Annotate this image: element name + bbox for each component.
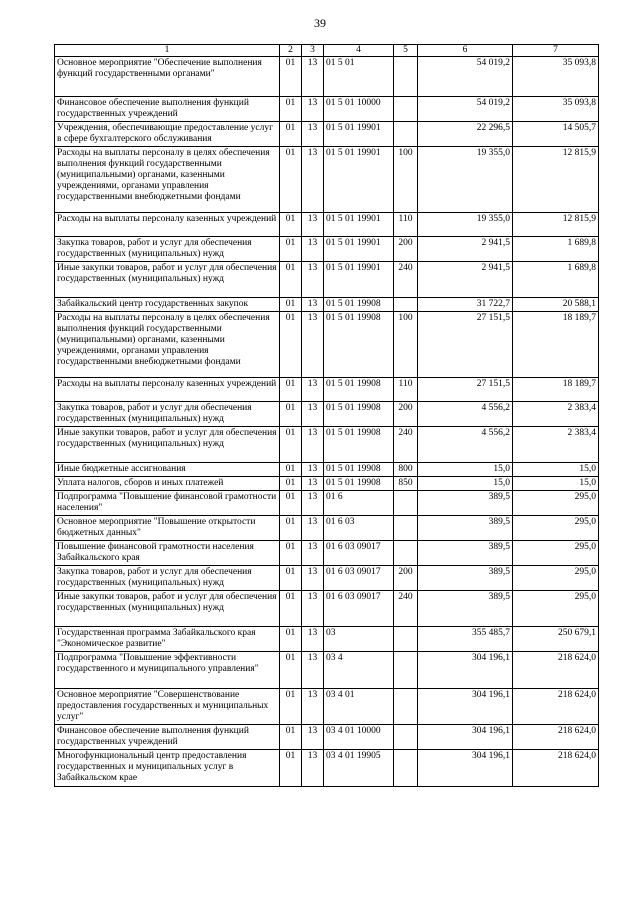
amount-col-7: 295,0 [513,541,599,566]
amount-col-7: 18 189,7 [513,312,599,378]
target-article-code: 01 5 01 19901 [324,262,394,298]
subsection-code: 13 [302,122,324,147]
subsection-code: 13 [302,591,324,627]
expense-type-code [394,627,418,652]
expense-type-code: 110 [394,213,418,237]
section-code: 01 [280,750,302,787]
table-row [55,378,599,402]
subsection-code: 13 [302,463,324,477]
column-number: 2 [280,45,302,57]
target-article-code: 01 5 01 19901 [324,213,394,237]
subsection-code: 13 [302,491,324,516]
table-row [55,541,599,566]
expense-type-code: 110 [394,378,418,402]
row-name: Иные бюджетные ассигнования [55,463,280,477]
target-article-code: 01 5 01 19908 [324,402,394,427]
row-name: Учреждения, обеспечивающие предоставление услуг в сфере бухгалтерского обслуживания [55,122,280,147]
amount-col-7: 1 689,8 [513,262,599,298]
row-name: Иные закупки товаров, работ и услуг для обеспечения государственных (муниципальных) нужд [55,591,280,627]
table-row [55,213,599,237]
section-code: 01 [280,566,302,591]
table-row [55,237,599,262]
amount-col-7: 2 383,4 [513,427,599,463]
subsection-code: 13 [302,97,324,122]
amount-col-7: 250 679,1 [513,627,599,652]
table-row [55,725,599,750]
row-name: Закупка товаров, работ и услуг для обеспечения государственных (муниципальных) нужд [55,402,280,427]
expense-type-code [394,689,418,725]
subsection-code: 13 [302,298,324,312]
row-name: Расходы на выплаты персоналу в целях обеспечения выполнения функций государственными (муниципальными) органами, казенными учреждениями, органами управления государственными внебюджетными фондами [55,147,280,213]
section-code: 01 [280,652,302,689]
amount-col-6: 19 355,0 [418,147,513,213]
amount-col-6: 54 019,2 [418,97,513,122]
target-article-code: 01 5 01 19908 [324,427,394,463]
table-row [55,566,599,591]
row-name: Многофункциональный центр предоставления государственных и муниципальных услуг в Забайкальском крае [55,750,280,787]
amount-col-7: 1 689,8 [513,237,599,262]
row-name: Расходы на выплаты персоналу в целях обеспечения выполнения функций государственными (муниципальными) органами, казенными учреждениями, органами управления государственными внебюджетными фондами [55,312,280,378]
expense-type-code: 200 [394,237,418,262]
table-row [55,591,599,627]
subsection-code: 13 [302,402,324,427]
target-article-code: 01 6 03 09017 [324,566,394,591]
target-article-code: 03 4 01 [324,689,394,725]
section-code: 01 [280,463,302,477]
row-name: Расходы на выплаты персоналу казенных учреждений [55,378,280,402]
subsection-code: 13 [302,627,324,652]
target-article-code: 01 5 01 19901 [324,122,394,147]
amount-col-6: 19 355,0 [418,213,513,237]
subsection-code: 13 [302,477,324,491]
target-article-code: 01 5 01 19901 [324,147,394,213]
row-name: Подпрограмма "Повышение эффективности государственного и муниципального управления" [55,652,280,689]
amount-col-7: 15,0 [513,477,599,491]
column-number: 1 [55,45,280,57]
section-code: 01 [280,541,302,566]
section-code: 01 [280,237,302,262]
expense-type-code [394,652,418,689]
target-article-code: 03 [324,627,394,652]
amount-col-6: 27 151,5 [418,378,513,402]
amount-col-7: 18 189,7 [513,378,599,402]
target-article-code: 01 5 01 19908 [324,378,394,402]
row-name: Закупка товаров, работ и услуг для обеспечения государственных (муниципальных) нужд [55,566,280,591]
table-row [55,491,599,516]
column-number: 7 [513,45,599,57]
amount-col-7: 218 624,0 [513,652,599,689]
amount-col-6: 4 556,2 [418,427,513,463]
table-row [55,57,599,97]
target-article-code: 01 5 01 19908 [324,477,394,491]
table-row [55,97,599,122]
subsection-code: 13 [302,516,324,541]
expense-type-code: 200 [394,402,418,427]
table-row [55,402,599,427]
amount-col-7: 295,0 [513,516,599,541]
amount-col-6: 15,0 [418,477,513,491]
amount-col-6: 27 151,5 [418,312,513,378]
subsection-code: 13 [302,57,324,97]
row-name: Повышение финансовой грамотности населения Забайкальского края [55,541,280,566]
table-row [55,463,599,477]
target-article-code: 01 5 01 10000 [324,97,394,122]
section-code: 01 [280,491,302,516]
table-row [55,147,599,213]
section-code: 01 [280,627,302,652]
budget-table [54,44,599,787]
expense-type-code [394,750,418,787]
section-code: 01 [280,477,302,491]
page-number: 39 [314,16,326,30]
expense-type-code [394,122,418,147]
target-article-code: 01 5 01 19901 [324,237,394,262]
row-name: Забайкальский центр государственных закупок [55,298,280,312]
amount-col-7: 295,0 [513,591,599,627]
amount-col-6: 389,5 [418,516,513,541]
amount-col-6: 15,0 [418,463,513,477]
table-row [55,312,599,378]
expense-type-code [394,97,418,122]
subsection-code: 13 [302,312,324,378]
amount-col-6: 304 196,1 [418,750,513,787]
row-name: Финансовое обеспечение выполнения функций государственных учреждений [55,97,280,122]
table-row [55,652,599,689]
expense-type-code [394,57,418,97]
target-article-code: 01 5 01 [324,57,394,97]
subsection-code: 13 [302,689,324,725]
target-article-code: 01 5 01 19908 [324,463,394,477]
amount-col-6: 389,5 [418,566,513,591]
subsection-code: 13 [302,237,324,262]
amount-col-7: 35 093,8 [513,97,599,122]
amount-col-7: 2 383,4 [513,402,599,427]
target-article-code: 01 6 03 [324,516,394,541]
expense-type-code: 850 [394,477,418,491]
amount-col-7: 20 588,1 [513,298,599,312]
row-name: Расходы на выплаты персоналу казенных учреждений [55,213,280,237]
target-article-code: 01 5 01 19908 [324,298,394,312]
table-row [55,627,599,652]
section-code: 01 [280,262,302,298]
column-number: 3 [302,45,324,57]
expense-type-code [394,725,418,750]
column-number: 5 [394,45,418,57]
section-code: 01 [280,427,302,463]
subsection-code: 13 [302,427,324,463]
subsection-code: 13 [302,566,324,591]
row-name: Основное мероприятие "Обеспечение выполнения функций государственными органами" [55,57,280,97]
section-code: 01 [280,725,302,750]
amount-col-7: 35 093,8 [513,57,599,97]
subsection-code: 13 [302,147,324,213]
expense-type-code [394,516,418,541]
row-name: Основное мероприятие "Совершенствование предоставления государственных и муниципальных услуг" [55,689,280,725]
subsection-code: 13 [302,541,324,566]
amount-col-6: 22 296,5 [418,122,513,147]
row-name: Иные закупки товаров, работ и услуг для обеспечения государственных (муниципальных) нужд [55,262,280,298]
target-article-code: 01 6 03 09017 [324,541,394,566]
row-name: Государственная программа Забайкальского края "Экономическое развитие" [55,627,280,652]
target-article-code: 03 4 01 10000 [324,725,394,750]
amount-col-7: 218 624,0 [513,689,599,725]
subsection-code: 13 [302,262,324,298]
column-number: 4 [324,45,394,57]
expense-type-code: 240 [394,427,418,463]
expense-type-code: 800 [394,463,418,477]
section-code: 01 [280,591,302,627]
target-article-code: 01 6 [324,491,394,516]
expense-type-code: 100 [394,147,418,213]
expense-type-code [394,298,418,312]
expense-type-code [394,541,418,566]
amount-col-6: 389,5 [418,541,513,566]
subsection-code: 13 [302,213,324,237]
amount-col-6: 2 941,5 [418,237,513,262]
amount-col-7: 295,0 [513,491,599,516]
table-row [55,477,599,491]
row-name: Иные закупки товаров, работ и услуг для обеспечения государственных (муниципальных) нужд [55,427,280,463]
row-name: Уплата налогов, сборов и иных платежей [55,477,280,491]
row-name: Основное мероприятие "Повышение открытости бюджетных данных" [55,516,280,541]
table-row [55,516,599,541]
amount-col-7: 15,0 [513,463,599,477]
amount-col-7: 218 624,0 [513,725,599,750]
amount-col-6: 355 485,7 [418,627,513,652]
amount-col-6: 304 196,1 [418,652,513,689]
table-row [55,122,599,147]
section-code: 01 [280,516,302,541]
amount-col-7: 14 505,7 [513,122,599,147]
table-row [55,689,599,725]
expense-type-code: 100 [394,312,418,378]
target-article-code: 03 4 01 19905 [324,750,394,787]
table-row [55,262,599,298]
expense-type-code: 240 [394,262,418,298]
expense-type-code [394,491,418,516]
section-code: 01 [280,97,302,122]
row-name: Подпрограмма "Повышение финансовой грамотности населения" [55,491,280,516]
table-row [55,427,599,463]
amount-col-6: 389,5 [418,591,513,627]
section-code: 01 [280,689,302,725]
column-number: 6 [418,45,513,57]
amount-col-7: 218 624,0 [513,750,599,787]
amount-col-7: 295,0 [513,566,599,591]
amount-col-6: 304 196,1 [418,689,513,725]
subsection-code: 13 [302,725,324,750]
target-article-code: 03 4 [324,652,394,689]
target-article-code: 01 5 01 19908 [324,312,394,378]
section-code: 01 [280,147,302,213]
amount-col-6: 2 941,5 [418,262,513,298]
amount-col-6: 389,5 [418,491,513,516]
section-code: 01 [280,298,302,312]
subsection-code: 13 [302,378,324,402]
amount-col-6: 4 556,2 [418,402,513,427]
row-name: Закупка товаров, работ и услуг для обеспечения государственных (муниципальных) нужд [55,237,280,262]
column-number-row [55,45,599,57]
table-row [55,298,599,312]
row-name: Финансовое обеспечение выполнения функций государственных учреждений [55,725,280,750]
expense-type-code: 200 [394,566,418,591]
expense-type-code: 240 [394,591,418,627]
amount-col-6: 31 722,7 [418,298,513,312]
section-code: 01 [280,122,302,147]
section-code: 01 [280,378,302,402]
amount-col-7: 12 815,9 [513,213,599,237]
amount-col-7: 12 815,9 [513,147,599,213]
section-code: 01 [280,57,302,97]
amount-col-6: 54 019,2 [418,57,513,97]
section-code: 01 [280,402,302,427]
section-code: 01 [280,213,302,237]
section-code: 01 [280,312,302,378]
subsection-code: 13 [302,652,324,689]
amount-col-6: 304 196,1 [418,725,513,750]
subsection-code: 13 [302,750,324,787]
target-article-code: 01 6 03 09017 [324,591,394,627]
table-row [55,750,599,787]
